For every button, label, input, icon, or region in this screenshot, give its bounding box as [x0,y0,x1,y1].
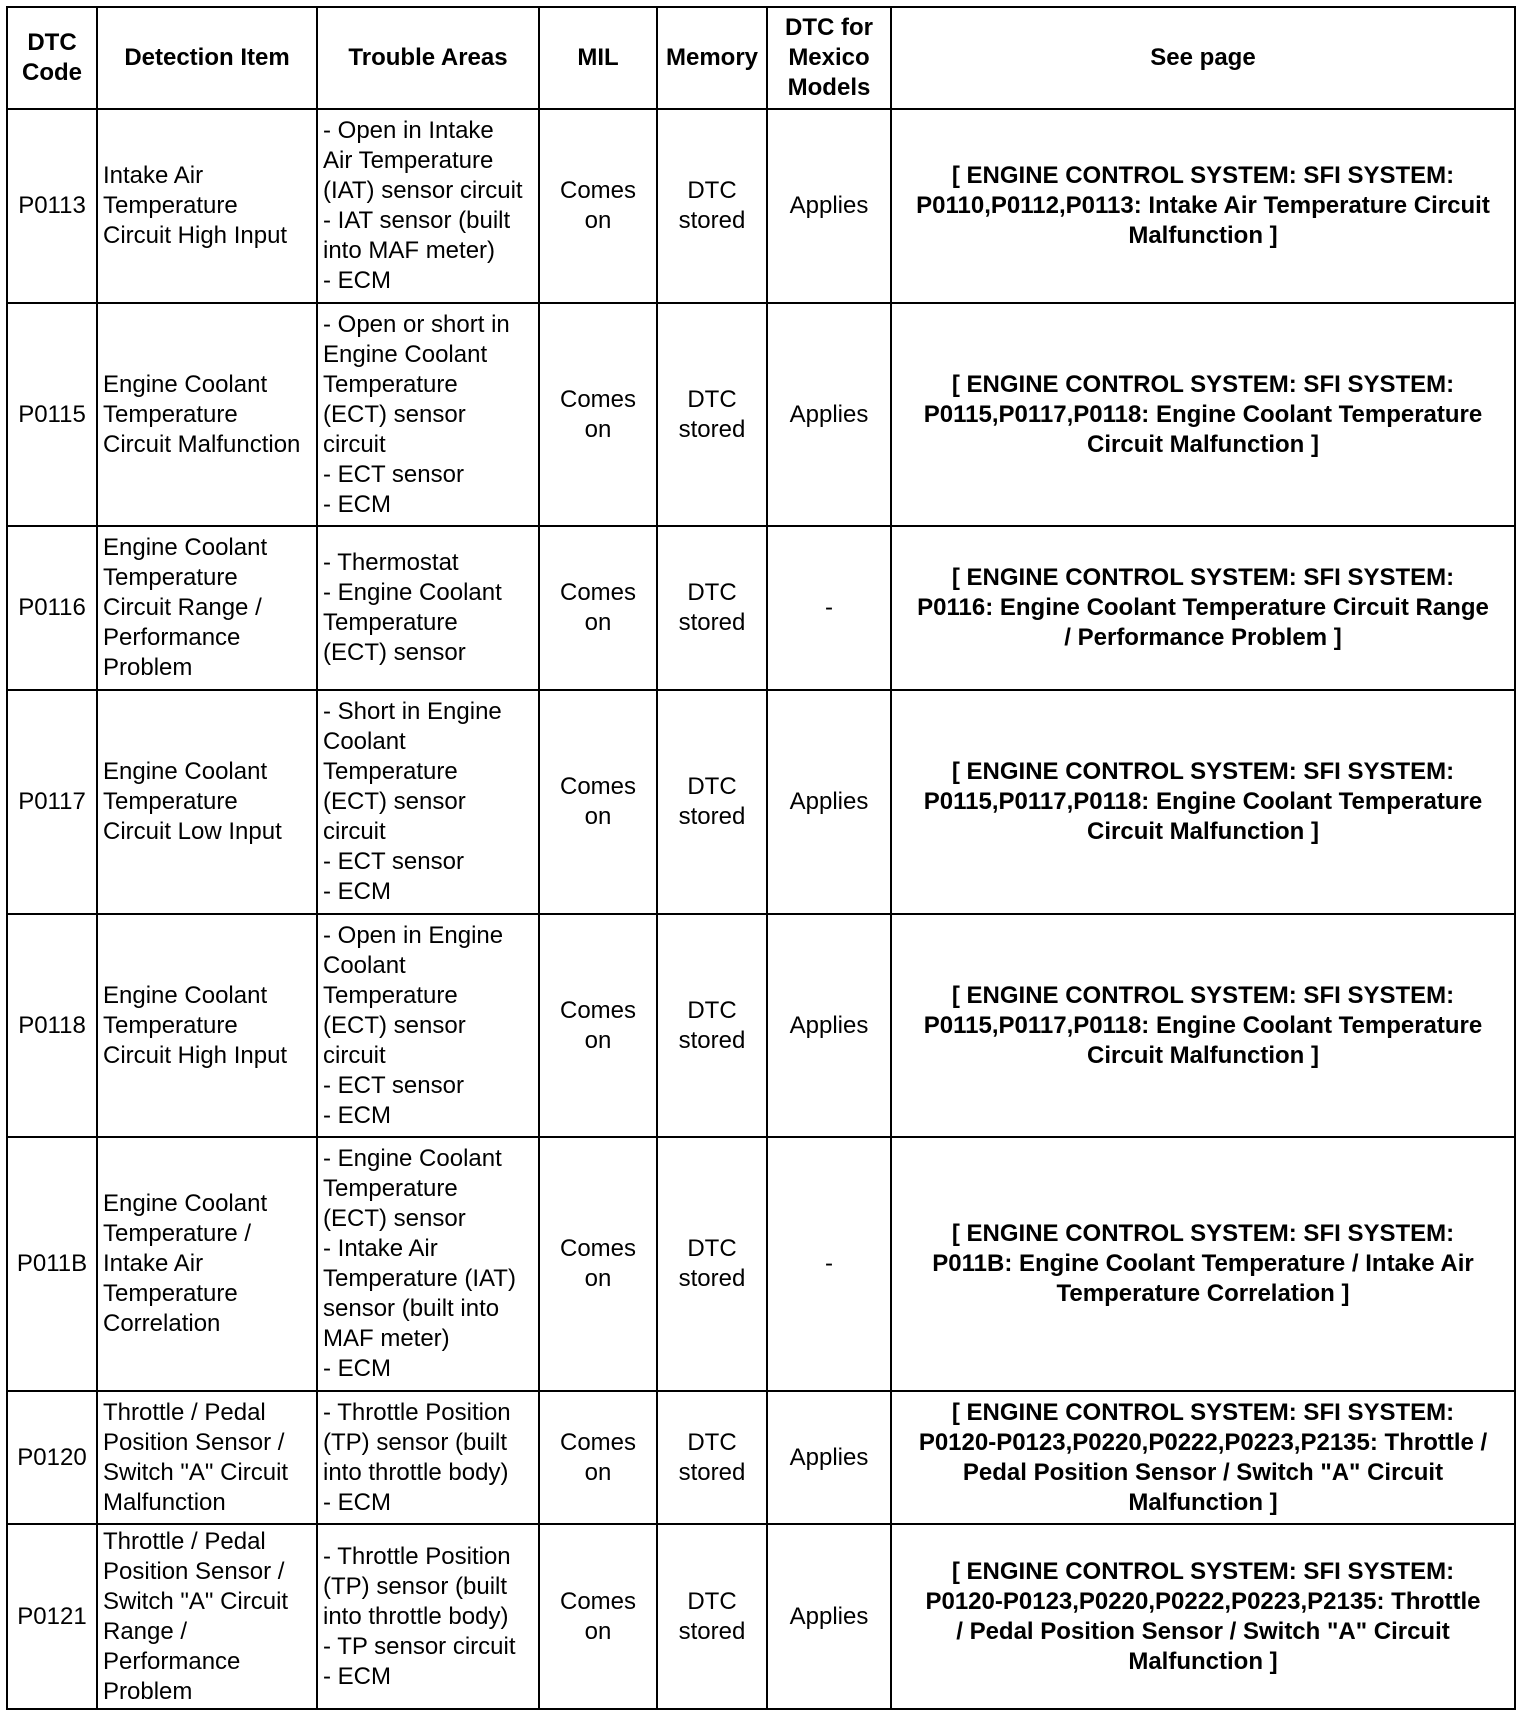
header-mil [539,7,657,109]
cell-line: Code [22,59,82,86]
cell-line: P0115,P0117,P0118: Engine Coolant Temperature [923,400,1483,428]
see-page-cell [891,109,1515,303]
cell-line: Malfunction [103,1488,226,1516]
cell-line: Correlation [103,1310,221,1337]
cell-line: Circuit Range / [103,594,262,621]
cell-line: Comes [559,1428,637,1456]
mil-cell [539,690,657,914]
cell-line: Comes [559,1235,637,1262]
table-row [7,1391,1515,1524]
cell-line: stored [678,1026,746,1054]
cell-line: DTC for [785,14,873,41]
see-page-cell [891,1524,1515,1709]
cell-line: Temperature [103,564,238,591]
see-page-cell [891,526,1515,690]
cell-line: DTC [687,385,737,413]
cell-line: P0115,P0117,P0118: Engine Coolant Temperature [923,788,1483,815]
cell-line: stored [678,609,746,636]
cell-line: (ECT) sensor [323,1011,466,1039]
cell-line: stored [678,207,746,234]
cell-line: - Open in Engine [323,921,504,949]
memory-cell [657,109,767,303]
cell-line: Temperature [323,1175,458,1202]
cell-line: - ECM [323,1355,391,1382]
cell-line: circuit [323,430,386,458]
detection-item-cell [97,1137,317,1391]
cell-line: Temperature [103,192,238,219]
dtc-code-cell: P0116 [7,526,97,690]
cell-line: DTC [27,29,77,56]
cell-line: stored [678,415,746,443]
mil-cell [539,1391,657,1524]
cell-line: (ECT) sensor [323,788,466,815]
dtc-code-cell: P0121 [7,1524,97,1709]
memory-cell [657,1524,767,1709]
detection-item-cell [97,109,317,303]
cell-line: stored [678,1617,746,1645]
trouble-areas-cell [317,303,539,526]
memory-cell [657,526,767,690]
cell-line: - Thermostat [323,549,459,576]
dtc-code-cell: P0115 [7,303,97,526]
trouble-areas-cell [317,1524,539,1709]
cell-line: [ ENGINE CONTROL SYSTEM: SFI SYSTEM: [951,981,1455,1009]
cell-line: Range / [103,1617,188,1645]
cell-line: circuit [323,1041,386,1069]
cell-line: [ ENGINE CONTROL SYSTEM: SFI SYSTEM: [951,1398,1455,1426]
cell-line: - ECM [323,267,391,294]
cell-line: Circuit Malfunction ] [1087,430,1319,458]
trouble-areas-cell [317,526,539,690]
cell-line: P0116: Engine Coolant Temperature Circuit Range [917,594,1489,621]
cell-line: Engine Coolant [103,534,268,561]
cell-line: DTC [687,177,737,204]
cell-line: Temperature [323,609,458,636]
memory-cell [657,914,767,1137]
cell-line: Circuit Malfunction ] [1087,1041,1319,1069]
dtc-code-cell: P011B [7,1137,97,1391]
cell-line: P0120-P0123,P0220,P0222,P0223,P2135: Throttle [925,1587,1481,1615]
cell-line: MIL [577,44,619,71]
cell-line: Temperature [323,981,458,1009]
dtc-code-cell: P0120 [7,1391,97,1524]
cell-line: - Engine Coolant [323,1145,502,1172]
cell-line: on [584,415,612,443]
cell-line: on [584,609,612,636]
table-row [7,914,1515,1137]
see-page-cell [891,1391,1515,1524]
cell-line: MAF meter) [323,1325,450,1352]
cell-line: - ECT sensor [323,460,464,488]
cell-line: (TP) sensor (built [323,1428,508,1456]
cell-line: DTC [687,1428,737,1456]
table-row [7,526,1515,690]
mil-cell [539,303,657,526]
header-trouble-areas [317,7,539,109]
cell-line: - Throttle Position [323,1542,511,1570]
cell-line: - Throttle Position [323,1398,511,1426]
cell-line: Circuit Low Input [103,818,282,845]
detection-item-cell [97,914,317,1137]
cell-line: Comes [559,385,637,413]
see-page-cell [891,690,1515,914]
mil-cell [539,1524,657,1709]
cell-line: Engine Coolant [103,1190,268,1217]
header-dtc-mexico [767,7,891,109]
cell-line: DTC [687,996,737,1024]
cell-line: Problem [103,654,193,681]
cell-line: into throttle body) [323,1602,509,1630]
cell-line: Circuit Malfunction ] [1087,818,1319,845]
cell-line: on [584,1026,612,1054]
cell-line: Memory [665,44,759,71]
cell-line: stored [678,803,746,830]
mil-cell [539,914,657,1137]
cell-line: Malfunction ] [1128,1647,1278,1675]
cell-line: (ECT) sensor [323,400,466,428]
cell-line: Performance [103,624,241,651]
cell-line: - Open or short in [323,310,510,338]
cell-line: Temperature (IAT) [323,1265,516,1292]
trouble-areas-cell [317,1137,539,1391]
cell-line: Temperature Correlation ] [1056,1280,1350,1307]
table-row [7,690,1515,914]
cell-line: Temperature / [103,1220,252,1247]
cell-line: Comes [559,1587,637,1615]
mexico-cell: - [767,526,891,690]
cell-line: / Performance Problem ] [1064,624,1342,651]
cell-line: - Intake Air [323,1235,438,1262]
cell-line: [ ENGINE CONTROL SYSTEM: SFI SYSTEM: [951,564,1455,591]
mexico-cell: Applies [767,914,891,1137]
mexico-cell: Applies [767,1524,891,1709]
cell-line: - ECM [323,490,391,518]
header-detection-item [97,7,317,109]
cell-line: on [584,1265,612,1292]
header-memory [657,7,767,109]
cell-line: [ ENGINE CONTROL SYSTEM: SFI SYSTEM: [951,1557,1455,1585]
cell-line: stored [678,1458,746,1486]
detection-item-cell [97,1391,317,1524]
cell-line: Comes [559,773,637,800]
cell-line: - Engine Coolant [323,579,502,606]
trouble-areas-cell [317,914,539,1137]
cell-line: Temperature [103,1011,238,1039]
mil-cell [539,1137,657,1391]
cell-line: - ECM [323,1488,391,1516]
cell-line: Temperature [323,758,458,785]
cell-line: Switch "A" Circuit [103,1458,289,1486]
header-dtc-code [7,7,97,109]
trouble-areas-cell [317,690,539,914]
mil-cell [539,526,657,690]
table-row [7,1137,1515,1391]
memory-cell [657,303,767,526]
dtc-code-cell: P0117 [7,690,97,914]
table-row [7,303,1515,526]
cell-line: P0115,P0117,P0118: Engine Coolant Temperature [923,1011,1483,1039]
table-row [7,1524,1515,1709]
trouble-areas-cell [317,1391,539,1524]
detection-item-cell [97,303,317,526]
cell-line: DTC [687,1235,737,1262]
cell-line: Throttle / Pedal [103,1398,266,1426]
cell-line: Mexico [788,44,870,71]
cell-line: Air Temperature [323,147,494,174]
cell-line: DTC [687,579,737,606]
cell-line: Comes [559,579,637,606]
cell-line: - IAT sensor (built [323,207,511,234]
cell-line: - Open in Intake [323,117,494,144]
cell-line: Intake Air [103,1250,204,1277]
detection-item-cell [97,526,317,690]
cell-line: Trouble Areas [348,44,508,71]
cell-line: [ ENGINE CONTROL SYSTEM: SFI SYSTEM: [951,370,1455,398]
cell-line: Temperature [323,370,458,398]
mexico-cell: - [767,1137,891,1391]
mexico-cell: Applies [767,303,891,526]
cell-line: Comes [559,177,637,204]
cell-line: / Pedal Position Sensor / Switch "A" Circuit [956,1617,1450,1645]
cell-line: Coolant [323,728,406,755]
cell-line: DTC [687,773,737,800]
cell-line: (TP) sensor (built [323,1572,508,1600]
cell-line: P0110,P0112,P0113: Intake Air Temperature Circuit [916,192,1490,219]
cell-line: Comes [559,996,637,1024]
cell-line: Coolant [323,951,406,979]
cell-line: Switch "A" Circuit [103,1587,289,1615]
mexico-cell: Applies [767,109,891,303]
detection-item-cell [97,1524,317,1709]
cell-line: on [584,207,612,234]
cell-line: Engine Coolant [103,758,268,785]
cell-line: Circuit High Input [103,222,288,249]
cell-line: Problem [103,1677,193,1705]
cell-line: Models [787,74,871,101]
cell-line: sensor (built into [323,1295,500,1322]
cell-line: [ ENGINE CONTROL SYSTEM: SFI SYSTEM: [951,162,1455,189]
cell-line: stored [678,1265,746,1292]
cell-line: - TP sensor circuit [323,1632,516,1660]
cell-line: Position Sensor / [103,1428,285,1456]
cell-line: Circuit Malfunction [103,430,301,458]
cell-line: Engine Coolant [103,981,268,1009]
cell-line: P0120-P0123,P0220,P0222,P0223,P2135: Throttle / [918,1428,1488,1456]
see-page-cell [891,303,1515,526]
memory-cell [657,690,767,914]
cell-line: Temperature [103,400,238,428]
table-row [7,109,1515,303]
dtc-code-cell: P0113 [7,109,97,303]
cell-line: Engine Coolant [323,340,488,368]
see-page-cell [891,1137,1515,1391]
mexico-cell: Applies [767,690,891,914]
cell-line: Malfunction ] [1128,222,1278,249]
cell-line: into throttle body) [323,1458,509,1486]
cell-line: (ECT) sensor [323,1205,466,1232]
cell-line: - ECM [323,878,391,905]
mexico-cell: Applies [767,1391,891,1524]
cell-line: circuit [323,818,386,845]
cell-line: [ ENGINE CONTROL SYSTEM: SFI SYSTEM: [951,1220,1455,1247]
cell-line: DTC [687,1587,737,1615]
see-page-cell [891,914,1515,1137]
cell-line: on [584,1458,612,1486]
memory-cell [657,1391,767,1524]
cell-line: Position Sensor / [103,1557,285,1585]
header-see-page [891,7,1515,109]
cell-line: Detection Item [124,44,290,71]
trouble-areas-cell [317,109,539,303]
cell-line: Circuit High Input [103,1041,288,1069]
cell-line: Malfunction ] [1128,1488,1278,1516]
cell-line: - ECM [323,1101,391,1129]
cell-line: - ECM [323,1662,391,1690]
cell-line: Temperature [103,788,238,815]
memory-cell [657,1137,767,1391]
cell-line: Intake Air [103,162,204,189]
detection-item-cell [97,690,317,914]
cell-line: Throttle / Pedal [103,1527,266,1555]
cell-line: - ECT sensor [323,848,464,875]
cell-line: on [584,1617,612,1645]
cell-line: P011B: Engine Coolant Temperature / Intake Air [932,1250,1474,1277]
header-row [7,7,1515,109]
cell-line: on [584,803,612,830]
cell-line: - Short in Engine [323,698,502,725]
cell-line: Engine Coolant [103,370,268,398]
cell-line: Performance [103,1647,241,1675]
cell-line: into MAF meter) [323,237,496,264]
cell-line: See page [1150,44,1256,71]
cell-line: - ECT sensor [323,1071,464,1099]
cell-line: [ ENGINE CONTROL SYSTEM: SFI SYSTEM: [951,758,1455,785]
cell-line: Pedal Position Sensor / Switch "A" Circuit [962,1458,1444,1486]
dtc-table [6,6,1516,1710]
mil-cell [539,109,657,303]
cell-line: Temperature [103,1280,238,1307]
cell-line: (IAT) sensor circuit [323,177,523,204]
dtc-code-cell: P0118 [7,914,97,1137]
cell-line: (ECT) sensor [323,639,466,666]
